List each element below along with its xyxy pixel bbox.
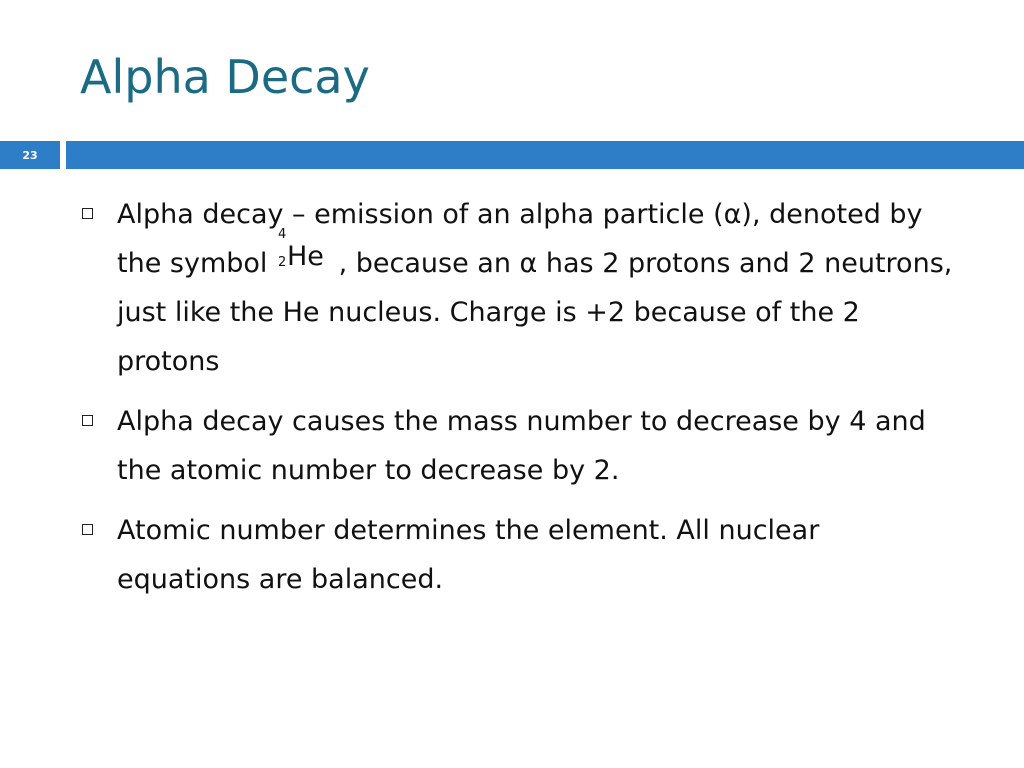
square-bullet-icon [82,208,93,219]
bullet-text-part2: , because an α has 2 protons and 2 neutrons, just like the He nucleus. Charge is +2 because of the 2 protons [117,248,953,377]
atomic-number: 2 [278,255,287,270]
slide-content [80,190,960,615]
square-bullet-icon [82,415,93,426]
bullet-atomic-number-element [80,506,960,604]
helium-nuclide-symbol [278,227,330,276]
mass-number: 4 [278,227,287,242]
bullet-text-part1: Alpha decay – emission of an alpha particle (α), denoted by the symbol [117,199,923,279]
element-symbol: He [287,241,324,272]
bullet-alpha-decay-definition [80,190,960,386]
bullet-text: Atomic number determines the element. All nuclear equations are balanced. [117,515,820,595]
header-accent-bar [66,141,1024,169]
slide-number: 23 [0,141,60,169]
bullet-mass-number-change [80,397,960,495]
square-bullet-icon [82,524,93,535]
slide-title: Alpha Decay [80,50,370,104]
bullet-text: Alpha decay causes the mass number to decrease by 4 and the atomic number to decrease by 2. [117,406,926,486]
